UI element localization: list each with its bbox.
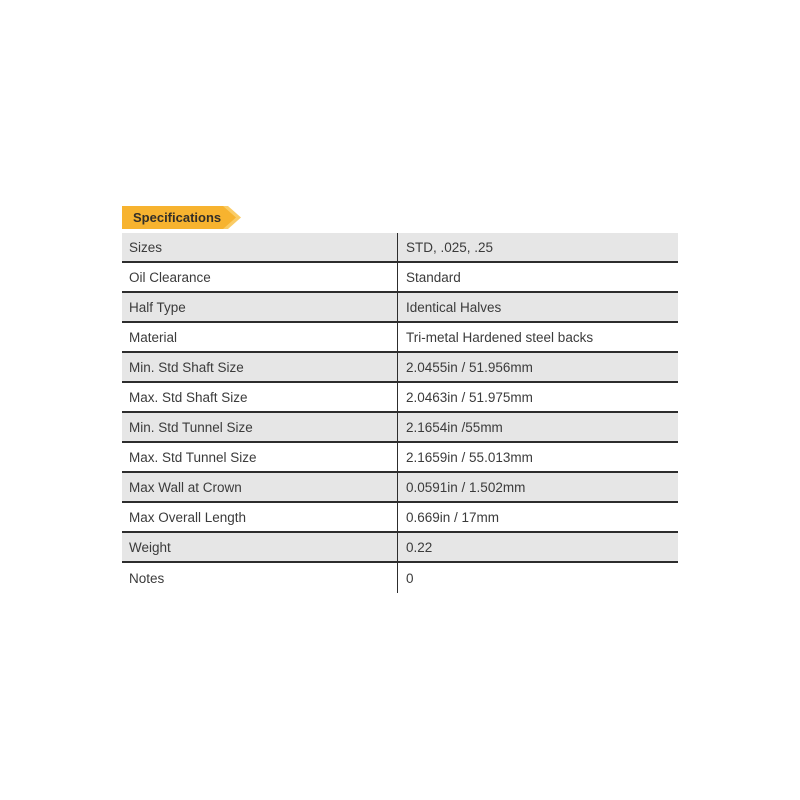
spec-value: 0 xyxy=(397,563,678,593)
table-row xyxy=(122,293,678,323)
spec-label: Material xyxy=(129,329,178,345)
specifications-title: Specifications xyxy=(133,210,222,225)
spec-label: Min. Std Shaft Size xyxy=(129,359,244,375)
spec-value: 2.1659in / 55.013mm xyxy=(397,443,678,471)
spec-value: Tri-metal Hardened steel backs xyxy=(397,323,678,351)
table-row xyxy=(122,443,678,473)
table-row xyxy=(122,473,678,503)
table-row xyxy=(122,563,678,593)
spec-value: Standard xyxy=(397,263,678,291)
specifications-header-tag xyxy=(122,206,678,229)
table-row xyxy=(122,263,678,293)
spec-label: Oil Clearance xyxy=(129,269,211,285)
table-row xyxy=(122,323,678,353)
spec-label: Max Wall at Crown xyxy=(129,479,242,495)
table-row xyxy=(122,503,678,533)
spec-value: 2.0463in / 51.975mm xyxy=(397,383,678,411)
specifications-section xyxy=(122,206,678,593)
spec-label: Max Overall Length xyxy=(129,509,247,525)
table-row xyxy=(122,533,678,563)
spec-value: 0.669in / 17mm xyxy=(397,503,678,531)
spec-value: 2.0455in / 51.956mm xyxy=(397,353,678,381)
table-row xyxy=(122,233,678,263)
spec-label: Min. Std Tunnel Size xyxy=(129,419,253,435)
spec-value: 0.22 xyxy=(397,533,678,561)
spec-label: Half Type xyxy=(129,299,186,315)
spec-label: Sizes xyxy=(129,239,163,255)
spec-value: 2.1654in /55mm xyxy=(397,413,678,441)
table-row xyxy=(122,353,678,383)
spec-label: Notes xyxy=(129,570,165,586)
spec-value: 0.0591in / 1.502mm xyxy=(397,473,678,501)
specifications-table xyxy=(122,233,678,593)
spec-value: Identical Halves xyxy=(397,293,678,321)
spec-label: Weight xyxy=(129,539,171,555)
spec-label: Max. Std Tunnel Size xyxy=(129,449,257,465)
table-row xyxy=(122,413,678,443)
spec-value: STD, .025, .25 xyxy=(397,233,678,261)
table-row xyxy=(122,383,678,413)
spec-label: Max. Std Shaft Size xyxy=(129,389,248,405)
